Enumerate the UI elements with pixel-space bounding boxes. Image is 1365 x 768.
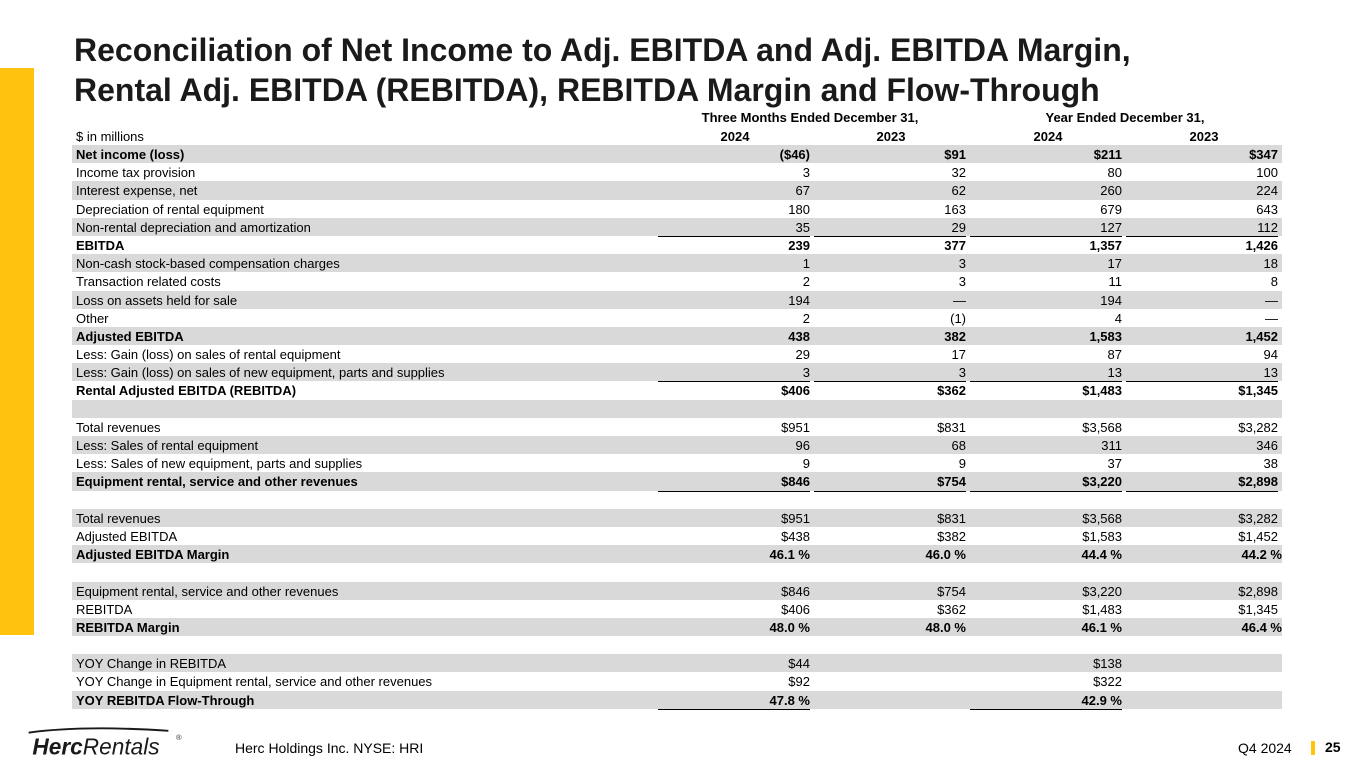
row-value: 4 xyxy=(1114,310,1122,326)
row-value: $2,898 xyxy=(1238,474,1278,490)
row-label: Transaction related costs xyxy=(76,274,221,290)
row-label: Loss on assets held for sale xyxy=(76,292,238,308)
row-value: $831 xyxy=(937,419,966,435)
row-value: 80 xyxy=(1107,165,1122,181)
row-value: $322 xyxy=(1093,674,1122,690)
row-value: 67 xyxy=(795,183,810,199)
table-row xyxy=(72,563,1282,581)
row-value: $406 xyxy=(781,383,810,399)
row-value: $846 xyxy=(781,474,810,490)
row-value: $846 xyxy=(781,583,810,599)
row-label: Total revenues xyxy=(76,510,161,526)
row-value: 48.0 % xyxy=(769,619,810,635)
table-row xyxy=(72,345,1282,363)
row-value: 11 xyxy=(1108,274,1122,290)
row-value: 2 xyxy=(802,310,810,326)
row-value: 94 xyxy=(1263,347,1278,363)
row-value: 377 xyxy=(944,237,966,253)
row-value: 87 xyxy=(1107,347,1122,363)
row-value: (1) xyxy=(950,310,966,326)
row-label: Other xyxy=(76,310,109,326)
three-months-header: Three Months Ended December 31, xyxy=(701,110,919,125)
row-value: $382 xyxy=(937,528,966,544)
row-value: ($46) xyxy=(779,147,810,162)
table-row xyxy=(72,527,1282,545)
table-row xyxy=(72,363,1282,381)
row-label: Less: Gain (loss) on sales of new equipment, parts and supplies xyxy=(76,365,445,381)
table-row xyxy=(72,672,1282,690)
title-line-1: Reconciliation of Net Income to Adj. EBITDA and Adj. EBITDA Margin, xyxy=(74,32,1131,68)
row-value: 29 xyxy=(795,347,810,363)
row-value: $1,583 xyxy=(1082,528,1122,544)
row-value: 643 xyxy=(1256,201,1278,217)
row-value: 112 xyxy=(1257,219,1278,235)
table-row xyxy=(72,618,1282,636)
row-value: 17 xyxy=(1107,256,1122,272)
row-value: 29 xyxy=(951,219,966,235)
row-label: Adjusted EBITDA xyxy=(76,528,178,544)
row-value: $211 xyxy=(1093,147,1122,162)
reconciliation-table xyxy=(72,145,1282,709)
row-value: 3 xyxy=(958,256,966,272)
row-value: 2 xyxy=(802,274,810,290)
table-row xyxy=(72,145,1282,163)
row-value: 194 xyxy=(788,292,810,308)
row-value: $951 xyxy=(781,419,810,435)
table-row xyxy=(72,272,1282,290)
table-row xyxy=(72,636,1282,654)
row-label: Adjusted EBITDA xyxy=(76,328,184,344)
row-value: 62 xyxy=(951,183,966,199)
table-row xyxy=(72,436,1282,454)
table-row xyxy=(72,400,1282,418)
row-label: REBITDA xyxy=(76,601,133,617)
row-label: Total revenues xyxy=(76,419,161,435)
table-row xyxy=(72,181,1282,199)
row-value: $951 xyxy=(781,510,810,526)
row-value: 47.8 % xyxy=(769,692,810,708)
row-value: 438 xyxy=(788,328,810,344)
row-value: 35 xyxy=(795,219,810,235)
row-label: EBITDA xyxy=(76,237,125,253)
row-value: $92 xyxy=(788,674,810,690)
row-value: 42.9 % xyxy=(1081,692,1122,708)
footer-quarter: Q4 2024 xyxy=(1238,740,1292,756)
year-header-fy-2024: 2024 xyxy=(1033,129,1063,144)
row-value: $2,898 xyxy=(1238,583,1278,599)
year-header-q-2024: 2024 xyxy=(720,129,750,144)
table-row xyxy=(72,291,1282,309)
table-row xyxy=(72,491,1282,509)
table-row xyxy=(72,418,1282,436)
table-row xyxy=(72,327,1282,345)
row-value: $3,568 xyxy=(1082,510,1122,526)
row-label: Net income (loss) xyxy=(76,147,185,162)
row-value: 44.4 % xyxy=(1081,547,1122,563)
page-number: 25 xyxy=(1325,739,1341,755)
row-label: Interest expense, net xyxy=(76,183,198,199)
row-value: — xyxy=(1265,292,1278,308)
row-value: 46.4 % xyxy=(1241,619,1282,635)
row-value: 3 xyxy=(958,274,966,290)
row-value: $438 xyxy=(781,528,810,544)
row-label: Rental Adjusted EBITDA (REBITDA) xyxy=(76,383,297,399)
row-value: 46.1 % xyxy=(1081,619,1122,635)
units-label: $ in millions xyxy=(76,129,144,144)
row-label: Equipment rental, service and other revenues xyxy=(76,474,358,490)
row-value: 224 xyxy=(1256,183,1278,199)
row-value: 17 xyxy=(951,347,966,363)
row-label: REBITDA Margin xyxy=(76,619,180,635)
row-value: 46.0 % xyxy=(925,547,966,563)
row-value: 311 xyxy=(1101,438,1122,453)
row-label: Less: Sales of rental equipment xyxy=(76,438,259,453)
row-value: $362 xyxy=(937,383,966,399)
row-value: 239 xyxy=(788,237,810,253)
row-value: $1,483 xyxy=(1082,383,1122,399)
row-label: YOY REBITDA Flow-Through xyxy=(76,692,255,708)
row-value: $3,568 xyxy=(1082,419,1122,435)
row-value: — xyxy=(1265,310,1278,326)
total-underline xyxy=(970,709,1122,710)
row-label: Non-rental depreciation and amortization xyxy=(76,219,311,235)
row-label: YOY Change in REBITDA xyxy=(76,656,227,672)
row-value: $754 xyxy=(937,583,966,599)
row-value: 3 xyxy=(802,365,810,381)
row-value: 1,583 xyxy=(1089,328,1122,344)
row-value: $3,220 xyxy=(1082,583,1122,599)
page-title xyxy=(74,30,1344,110)
row-value: 18 xyxy=(1263,256,1278,272)
row-label: Less: Gain (loss) on sales of rental equipment xyxy=(76,347,341,363)
table-row xyxy=(72,218,1282,236)
row-value: $1,345 xyxy=(1238,383,1278,399)
row-label: Adjusted EBITDA Margin xyxy=(76,547,230,563)
row-label: Depreciation of rental equipment xyxy=(76,201,264,217)
footer-accent-tick xyxy=(1311,741,1315,755)
row-value: $1,483 xyxy=(1082,601,1122,617)
year-ended-header: Year Ended December 31, xyxy=(1045,110,1205,125)
row-label: Equipment rental, service and other revenues xyxy=(76,583,339,599)
row-value: $3,220 xyxy=(1082,474,1122,490)
row-label: Less: Sales of new equipment, parts and supplies xyxy=(76,456,363,472)
row-value: 679 xyxy=(1100,201,1122,217)
table-row xyxy=(72,582,1282,600)
svg-text:HercRentals: HercRentals xyxy=(32,733,160,760)
table-row xyxy=(72,254,1282,272)
row-value: $91 xyxy=(944,147,966,162)
row-value: 37 xyxy=(1107,456,1122,472)
herc-rentals-logo xyxy=(22,727,192,761)
row-value: 3 xyxy=(802,165,810,181)
row-value: 163 xyxy=(944,201,966,217)
row-value: — xyxy=(953,292,966,308)
row-value: $362 xyxy=(937,601,966,617)
table-row xyxy=(72,691,1282,709)
row-label: Income tax provision xyxy=(76,165,196,181)
year-header-fy-2023: 2023 xyxy=(1189,129,1219,144)
row-value: 260 xyxy=(1100,183,1122,199)
row-value: 38 xyxy=(1263,456,1278,472)
row-value: 32 xyxy=(951,165,966,181)
row-value: 8 xyxy=(1270,274,1278,290)
row-value: 9 xyxy=(958,456,966,472)
row-value: 13 xyxy=(1107,365,1122,381)
row-value: 1,452 xyxy=(1245,328,1278,344)
row-value: 1,357 xyxy=(1089,237,1122,253)
row-value: $3,282 xyxy=(1238,510,1278,526)
year-header-q-2023: 2023 xyxy=(876,129,906,144)
row-label: YOY Change in Equipment rental, service and other revenues xyxy=(76,674,433,690)
row-value: 46.1 % xyxy=(769,547,810,563)
table-row xyxy=(72,472,1282,490)
row-value: $406 xyxy=(781,601,810,617)
table-row xyxy=(72,163,1282,181)
row-value: $1,345 xyxy=(1238,601,1278,617)
table-row xyxy=(72,454,1282,472)
table-row xyxy=(72,545,1282,563)
row-value: 194 xyxy=(1100,292,1122,308)
row-value: 1,426 xyxy=(1245,237,1278,253)
table-row xyxy=(72,381,1282,399)
table-row xyxy=(72,509,1282,527)
row-value: 9 xyxy=(802,456,810,472)
row-label: Non-cash stock-based compensation charges xyxy=(76,256,340,272)
row-value: 48.0 % xyxy=(925,619,966,635)
row-value: $754 xyxy=(937,474,966,490)
table-row xyxy=(72,600,1282,618)
table-row xyxy=(72,236,1282,254)
accent-bar xyxy=(0,68,34,635)
row-value: 382 xyxy=(944,328,966,344)
row-value: $3,282 xyxy=(1238,419,1278,435)
row-value: 127 xyxy=(1100,219,1122,235)
row-value: 68 xyxy=(951,438,966,453)
row-value: 100 xyxy=(1256,165,1278,181)
svg-text:®: ® xyxy=(175,733,182,743)
row-value: $1,452 xyxy=(1238,528,1278,544)
row-value: 346 xyxy=(1256,438,1278,453)
row-value: 96 xyxy=(795,438,810,453)
row-value: $831 xyxy=(937,510,966,526)
title-line-2: Rental Adj. EBITDA (REBITDA), REBITDA Margin and Flow-Through xyxy=(74,72,1100,108)
total-underline xyxy=(658,709,810,710)
row-value: 3 xyxy=(958,365,966,381)
row-value: 44.2 % xyxy=(1241,547,1282,563)
table-row xyxy=(72,309,1282,327)
row-value: 180 xyxy=(788,201,810,217)
row-value: 13 xyxy=(1263,365,1278,381)
table-row xyxy=(72,200,1282,218)
row-value: $44 xyxy=(788,656,810,672)
row-value: $138 xyxy=(1093,656,1122,672)
footer-company: Herc Holdings Inc. NYSE: HRI xyxy=(235,740,424,756)
table-row xyxy=(72,654,1282,672)
row-value: 1 xyxy=(802,256,810,272)
row-value: $347 xyxy=(1249,147,1278,162)
